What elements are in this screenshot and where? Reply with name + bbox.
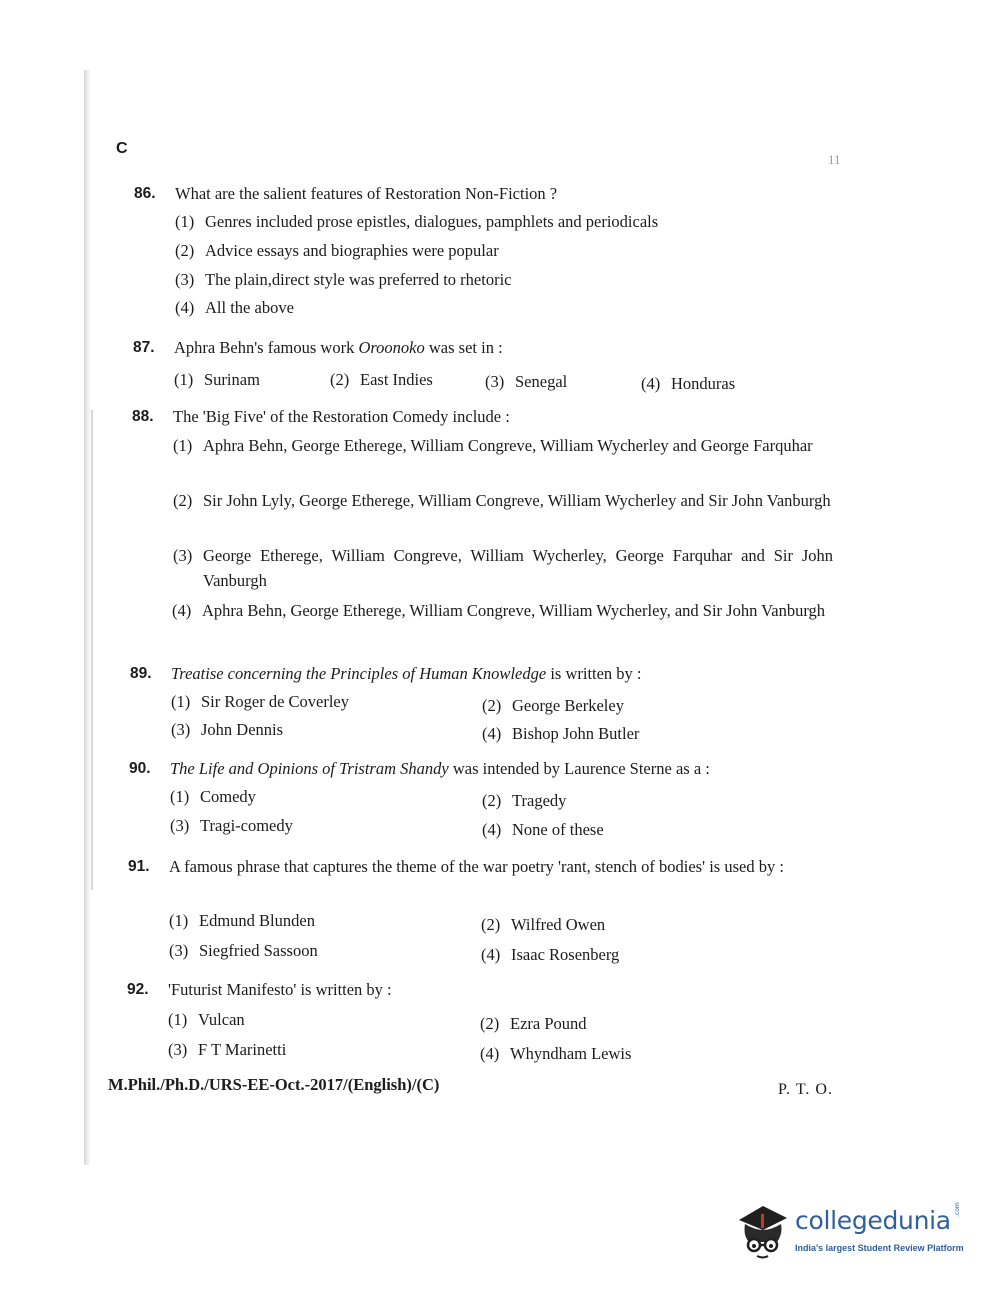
option-2: (2) Wilfred Owen [481,915,606,934]
question-text: What are the salient features of Restoration Non-Fiction ? [175,184,558,203]
option-1: (1) Surinam [174,370,260,389]
question-number: 90. [129,760,151,777]
scan-margin-line [91,410,93,890]
set-code: C [116,140,128,157]
question-text: Treatise concerning the Principles of Human Knowledge is written by : [171,664,642,683]
option-3: (3) John Dennis [171,720,284,739]
option-1: (1) Aphra Behn, George Etherege, William Congreve, William Wycherley and George Farquhar [173,436,813,455]
collegedunia-logo [735,1200,965,1265]
question-number: 88. [132,408,154,425]
page-number: 11 [828,152,841,167]
option-1: (1) Edmund Blunden [169,911,315,930]
option-3: (3) Senegal [485,372,568,391]
option-3: (3) The plain,direct style was preferred to rhetoric [175,270,512,289]
option-3: (3) George Etherege, William Congreve, William Wycherley, George Farquhar and Sir John Vanburgh [173,546,833,590]
option-2: (2) Tragedy [482,791,567,810]
logo-domain-suffix: .com [954,1202,961,1217]
option-4: (4) Isaac Rosenberg [481,945,620,964]
question-text: 'Futurist Manifesto' is written by : [168,980,392,999]
pto-label: P. T. O. [778,1081,833,1098]
paper-code: M.Phil./Ph.D./URS-EE-Oct.-2017/(English)/(C) [108,1075,440,1094]
scan-margin-shadow [84,70,90,1165]
option-1: (1) Sir Roger de Coverley [171,692,350,711]
option-1: (1) Genres included prose epistles, dialogues, pamphlets and periodicals [175,212,659,231]
question-number: 87. [133,339,155,356]
question-number: 89. [130,665,152,682]
option-3: (3) Tragi-comedy [170,816,293,835]
question-number: 86. [134,185,156,202]
question-text: Aphra Behn's famous work Oroonoko was set in : [174,338,503,357]
option-3: (3) Siegfried Sassoon [169,941,318,960]
question-number: 92. [127,981,149,998]
option-4: (4) None of these [482,820,604,839]
question-text: The Life and Opinions of Tristram Shandy was intended by Laurence Sterne as a : [170,759,710,778]
option-2: (2) Ezra Pound [480,1014,587,1033]
question-text: A famous phrase that captures the theme of the war poetry 'rant, stench of bodies' is used by : [169,857,784,876]
option-4: (4) Bishop John Butler [482,724,640,743]
option-4: (4) Whyndham Lewis [480,1044,632,1063]
option-1: (1) Comedy [170,787,256,806]
option-4: (4) Honduras [641,374,736,393]
option-2: (2) George Berkeley [482,696,624,715]
option-1: (1) Vulcan [168,1010,245,1029]
option-4: (4) All the above [175,298,294,317]
option-2: (2) East Indies [330,370,433,389]
student-mascot-icon [735,1200,793,1262]
question-number: 91. [128,858,150,875]
logo-tagline: India's largest Student Review Platform [795,1243,964,1253]
option-2: (2) Sir John Lyly, George Etherege, William Congreve, William Wycherley and Sir John Vanburgh [173,491,831,510]
question-text: The 'Big Five' of the Restoration Comedy include : [173,407,510,426]
option-2: (2) Advice essays and biographies were popular [175,241,499,260]
option-4: (4) Aphra Behn, George Etherege, William Congreve, William Wycherley, and Sir John Vanburgh [172,601,826,620]
option-3: (3) F T Marinetti [168,1040,287,1059]
logo-brand: collegedunia [795,1206,951,1235]
